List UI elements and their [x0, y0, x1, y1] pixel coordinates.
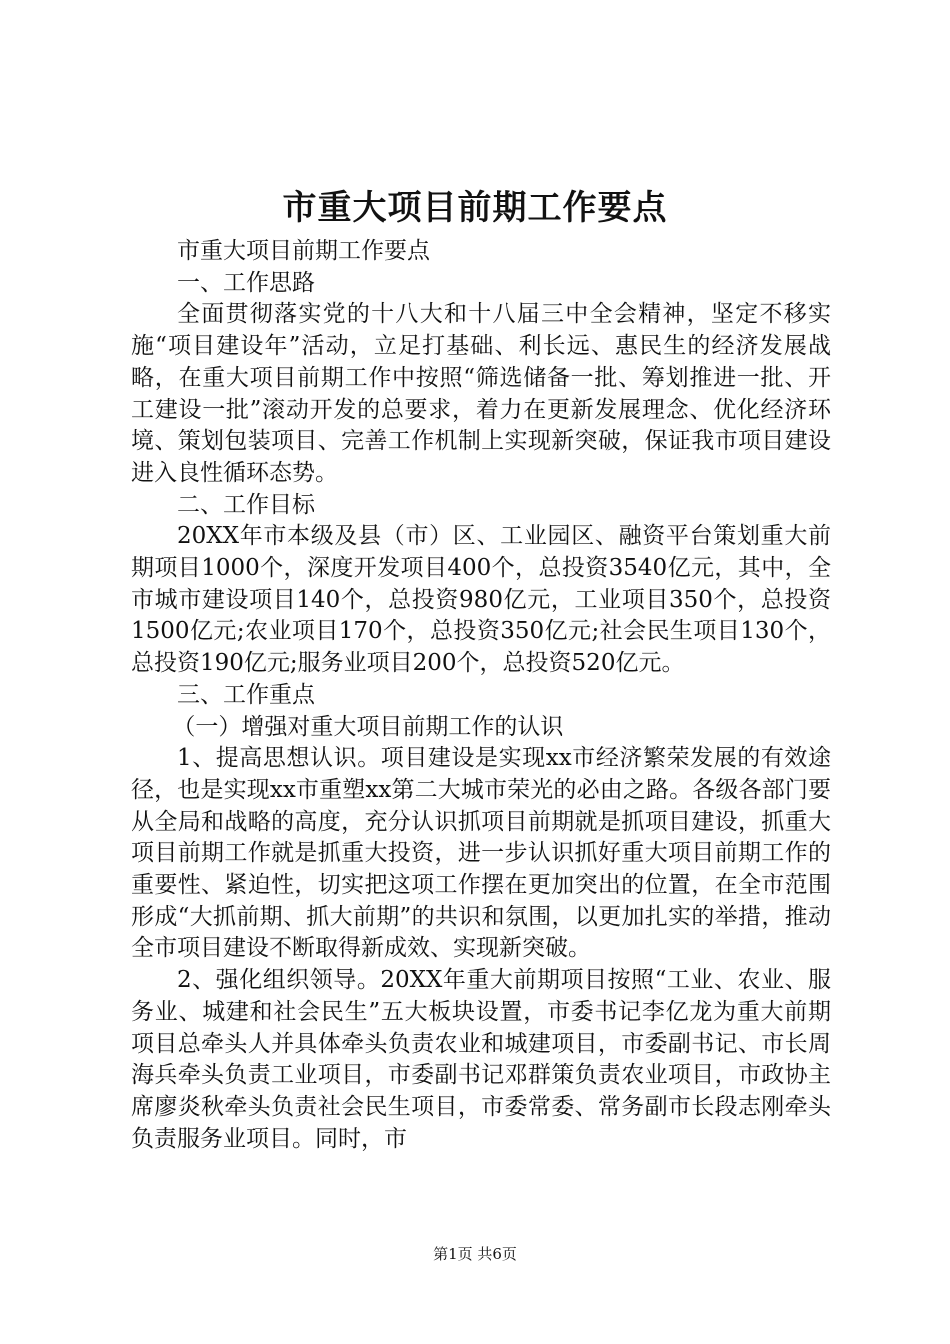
- body-paragraph-item-2: 2、强化组织领导。20XX年重大前期项目按照“工业、农业、服务业、城建和社会民生”五大板块设置，市委书记李亿龙为重大前期项目总牵头人并具体牵头负责农业和城建项目，市委副书记、市长周海兵牵头负责工业项目，市委副书记邓群策负责农业项目，市政协主席廖炎秋牵头负责社会民生项目，市委常委、常务副市长段志刚牵头负责服务业项目。同时，市: [131, 967, 831, 1152]
- body-paragraph-item-1: 1、提高思想认识。项目建设是实现xx市经济繁荣发展的有效途径，也是实现xx市重塑xx第二大城市荣光的必由之路。各级各部门要从全局和战略的高度，充分认识抓项目前期就是抓项目建设，抓重大项目前期工作就是抓重大投资，进一步认识抓好重大项目前期工作的重要性、紧迫性，切实把这项工作摆在更加突出的位置，在全市范围形成“大抓前期、抓大前期”的共识和氛围，以更加扎实的举措，推动全市项目建设不断取得新成效、实现新突破。: [131, 745, 831, 962]
- section-heading-work-focus: 三、工作重点: [177, 681, 315, 708]
- document-title: 市重大项目前期工作要点: [282, 188, 668, 228]
- body-paragraph-work-goal: 20XX年市本级及县（市）区、工业园区、融资平台策划重大前期项目1000个，深度开发项目400个，总投资3540亿元，其中，全市城市建设项目140个，总投资980亿元，工业项目350个，总投资1500亿元;农业项目170个，总投资350亿元;社会民生项目130个，总投资190亿元;服务业项目200个，总投资520亿元。: [131, 523, 831, 677]
- body-paragraph-work-idea: 全面贯彻落实党的十八大和十八届三中全会精神，坚定不移实施“项目建设年”活动，立足打基础、利长远、惠民生的经济发展战略，在重大项目前期工作中按照“筛选储备一批、筹划推进一批、开工建设一批”滚动开发的总要求，着力在更新发展理念、优化经济环境、策划包装项目、完善工作机制上实现新突破，保证我市项目建设进入良性循环态势。: [131, 301, 831, 486]
- page-footer: 第1页 共6页: [433, 1245, 517, 1263]
- subsection-heading-awareness: （一）增强对重大项目前期工作的认识: [172, 713, 564, 740]
- section-heading-work-goal: 二、工作目标: [177, 491, 315, 518]
- document-body: [131, 236, 831, 1155]
- body-paragraph-subtitle: 市重大项目前期工作要点: [177, 238, 430, 264]
- section-heading-work-idea: 一、工作思路: [177, 269, 315, 296]
